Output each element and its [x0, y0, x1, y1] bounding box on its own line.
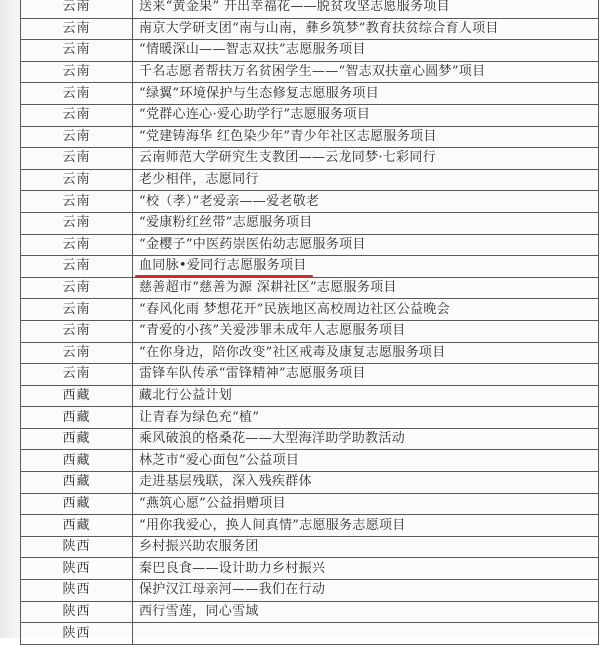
project-cell: “校（孝）”老爱亲——爱老敬老	[133, 191, 599, 213]
region-cell: 陕西	[21, 558, 133, 580]
table-row	[21, 0, 599, 18]
table-row	[21, 623, 599, 645]
project-cell: “情暖深山——智志双扶”志愿服务项目	[133, 40, 599, 62]
project-cell: 千名志愿者帮扶万名贫困学生——“智志双扶童心圆梦”项目	[133, 61, 599, 83]
table-row	[21, 342, 599, 364]
table-row	[21, 299, 599, 321]
region-cell: 陕西	[21, 623, 133, 645]
region-cell: 云南	[21, 234, 133, 256]
table-row	[21, 536, 599, 558]
table-row	[21, 256, 599, 278]
region-cell: 云南	[21, 0, 133, 18]
region-cell: 云南	[21, 256, 133, 278]
table-row	[21, 18, 599, 40]
region-cell: 云南	[21, 191, 133, 213]
region-cell: 云南	[21, 212, 133, 234]
table-row	[21, 191, 599, 213]
region-cell: 云南	[21, 277, 133, 299]
page-left-edge	[0, 0, 20, 638]
region-cell: 西藏	[21, 428, 133, 450]
table-row	[21, 450, 599, 472]
table-row	[21, 428, 599, 450]
table-row	[21, 385, 599, 407]
region-cell: 云南	[21, 364, 133, 386]
project-cell: “爱康粉红丝带”志愿服务项目	[133, 212, 599, 234]
region-cell: 云南	[21, 18, 133, 40]
project-cell: 藏北行公益计划	[133, 385, 599, 407]
table-row	[21, 320, 599, 342]
region-cell: 西藏	[21, 385, 133, 407]
region-cell: 云南	[21, 61, 133, 83]
table-row	[21, 277, 599, 299]
region-cell: 云南	[21, 169, 133, 191]
project-cell: 保护汉江母亲河——我们在行动	[133, 580, 599, 602]
project-cell	[133, 256, 599, 278]
table-row	[21, 212, 599, 234]
project-cell: “用你我爱心，换人间真情”志愿服务志愿项目	[133, 515, 599, 537]
project-cell: 老少相伴，志愿同行	[133, 169, 599, 191]
table-row	[21, 234, 599, 256]
table-row	[21, 580, 599, 602]
region-cell: 西藏	[21, 493, 133, 515]
project-cell: 送来“黄金果” 开出幸福花——脱贫攻坚志愿服务项目	[133, 0, 599, 18]
table-row	[21, 601, 599, 623]
project-cell: 林芝市“爱心面包”公益项目	[133, 450, 599, 472]
project-cell: 乡村振兴助农服务团	[133, 536, 599, 558]
project-cell: 慈善超市“慈善为源 深耕社区”志愿服务项目	[133, 277, 599, 299]
region-cell: 云南	[21, 342, 133, 364]
table-row	[21, 169, 599, 191]
table-row	[21, 472, 599, 494]
table-row	[21, 126, 599, 148]
region-cell: 西藏	[21, 407, 133, 429]
project-cell: “党群心连心·爱心助学行”志愿服务项目	[133, 104, 599, 126]
table-row	[21, 407, 599, 429]
table-row	[21, 364, 599, 386]
project-cell: 云南师范大学研究生支教团——云龙同梦·七彩同行	[133, 148, 599, 170]
region-cell: 云南	[21, 40, 133, 62]
region-cell: 云南	[21, 320, 133, 342]
project-cell: 雷锋车队传承“雷锋精神”志愿服务项目	[133, 364, 599, 386]
region-cell: 陕西	[21, 601, 133, 623]
table-row	[21, 493, 599, 515]
table-row	[21, 558, 599, 580]
region-cell: 云南	[21, 126, 133, 148]
table-row	[21, 40, 599, 62]
region-cell: 陕西	[21, 580, 133, 602]
project-name: 血同脉•爱同行志愿服务项目	[139, 258, 307, 274]
table-row	[21, 61, 599, 83]
project-cell: 秦巴良食——设计助力乡村振兴	[133, 558, 599, 580]
table-row	[21, 83, 599, 105]
highlighted-project	[139, 256, 307, 276]
region-cell: 云南	[21, 83, 133, 105]
project-cell: “春风化雨 梦想花开”民族地区高校周边社区公益晚会	[133, 299, 599, 321]
table-row	[21, 148, 599, 170]
region-cell: 西藏	[21, 450, 133, 472]
region-cell: 云南	[21, 299, 133, 321]
project-cell: 西行雪莲，同心雪域	[133, 601, 599, 623]
project-cell: “金樱子”中医药崇医佑幼志愿服务项目	[133, 234, 599, 256]
region-cell: 云南	[21, 148, 133, 170]
region-cell: 陕西	[21, 536, 133, 558]
table-row	[21, 515, 599, 537]
project-cell: “燕筑心愿”公益捐赠项目	[133, 493, 599, 515]
project-cell: 乘风破浪的格桑花——大型海洋助学助教活动	[133, 428, 599, 450]
project-cell: “青爱的小孩”关爱涉罪未成年人志愿服务项目	[133, 320, 599, 342]
project-table-body	[21, 0, 599, 644]
project-cell: 让青春为绿色充“植”	[133, 407, 599, 429]
region-cell: 西藏	[21, 472, 133, 494]
project-cell: 南京大学研支团“南与山南，彝乡筑梦”教育扶贫综合育人项目	[133, 18, 599, 40]
table-row	[21, 104, 599, 126]
region-cell: 西藏	[21, 515, 133, 537]
project-cell: “绿翼”环境保护与生态修复志愿服务项目	[133, 83, 599, 105]
project-table	[20, 0, 599, 645]
project-cell: “党建铸海华 红色染少年”青少年社区志愿服务项目	[133, 126, 599, 148]
project-cell: 走进基层残联，深入残疾群体	[133, 472, 599, 494]
region-cell: 云南	[21, 104, 133, 126]
project-cell	[133, 623, 599, 645]
project-cell: “在你身边，陪你改变”社区戒毒及康复志愿服务项目	[133, 342, 599, 364]
